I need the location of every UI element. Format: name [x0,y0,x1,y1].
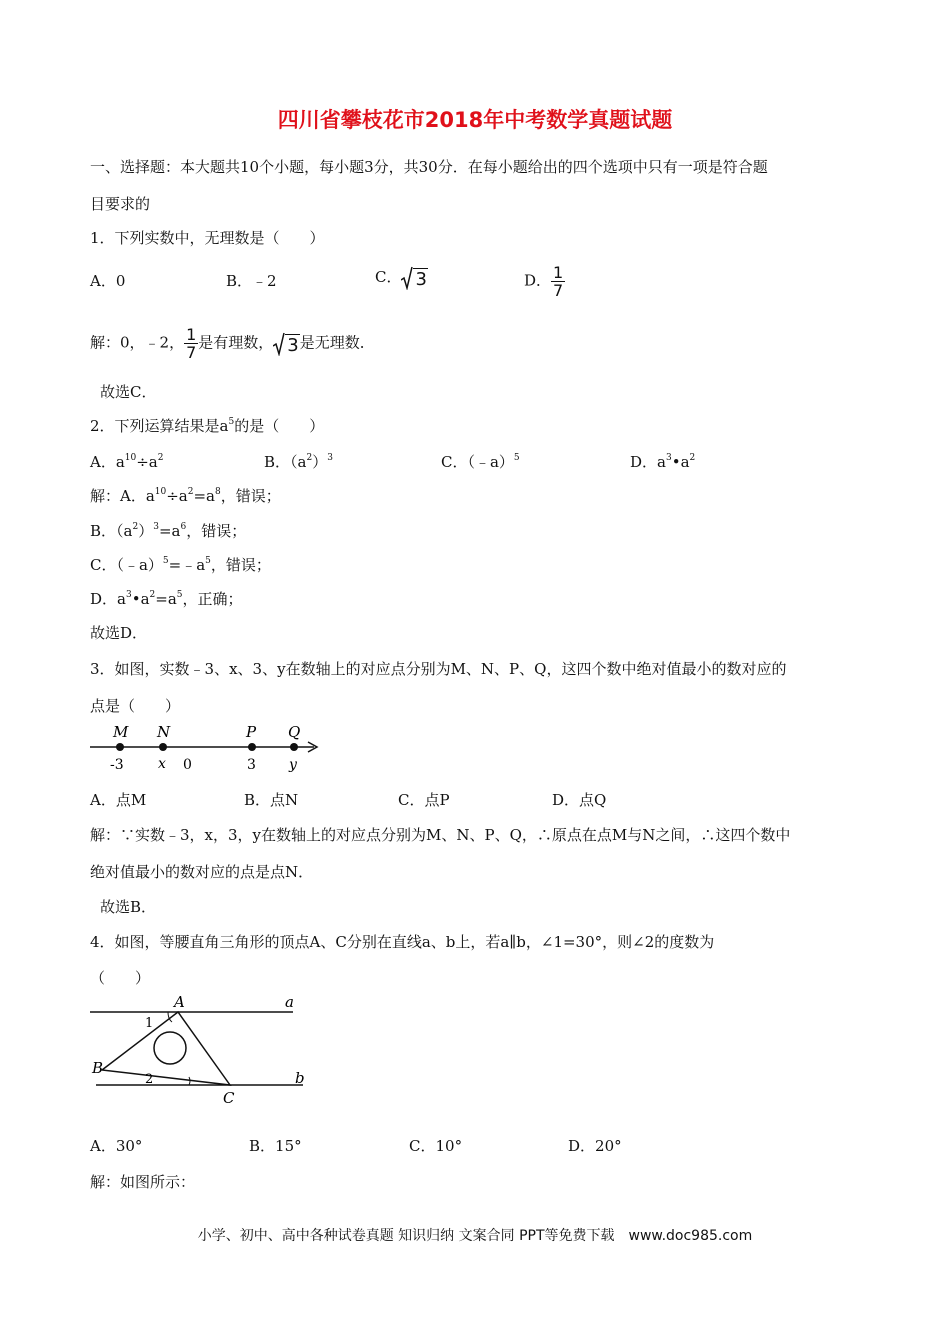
exponent: 2 [187,487,194,497]
exponent: 3 [125,590,132,600]
solution-text: 解：A．a [90,487,155,505]
option-text: B．（a [264,453,307,471]
label-q: Q [288,723,301,741]
option-text: ） [312,453,328,471]
label-angle-1: 1 [145,1016,154,1031]
label-angle-2: 2 [145,1072,154,1087]
q4-solution: 解：如图所示： [90,1173,196,1191]
q4-stem-cont: （ ） [90,969,151,987]
q1-solution-numerator: 1 [186,325,197,344]
q3-answer: 故选B． [100,898,157,916]
q3-option-a: A．点M [90,791,147,809]
q2-option-a [90,452,163,472]
angle-2-arc [189,1077,190,1085]
q3-solution: 解：∵实数﹣3，x，3，y在数轴上的对应点分别为M、N、P、Q，∴原点在点M与N之间，∴这四个数中 [90,826,791,844]
point-n [159,743,167,751]
solution-text: ，错误； [210,556,271,574]
solution-text: ，错误； [220,487,281,505]
exponent: 3 [153,522,159,532]
value-zero: 0 [183,757,192,773]
exponent: 2 [306,453,313,463]
solution-text: D．a [90,590,126,608]
exponent: 2 [132,522,139,532]
value-p: 3 [247,757,256,773]
label-m: M [113,723,129,741]
section-heading-cont: 目要求的 [90,195,151,213]
option-text: ÷a [136,453,158,471]
page-title: 四川省攀枝花市2018年中考数学真题试题 [277,108,673,132]
q2-solution-a [90,486,281,506]
q3-stem-cont: 点是（ ） [90,697,181,715]
q1-solution-text: 是无理数． [299,333,375,352]
point-m [116,743,124,751]
q3-stem: 3．如图，实数﹣3、x、3、y在数轴上的对应点分别为M、N、P、Q，这四个数中绝对值最小的数对应的 [90,660,787,678]
fraction [551,264,565,299]
label-line-b: b [295,1069,305,1087]
section-heading: 一、选择题：本大题共10个小题，每小题3分，共30分．在每小题给出的四个选项中只有一项是符合题 [90,158,768,176]
q1-option-d-label: D． [524,271,552,290]
q2-option-b [264,452,333,472]
point-p [248,743,256,751]
q1-option-a: A．0 [90,272,126,290]
option-text: C．（﹣a） [441,453,514,471]
exponent: 2 [157,453,164,463]
point-q [290,743,298,751]
label-b-vertex: B [92,1059,104,1077]
footer-link[interactable]: 小学、初中、高中各种试卷真题 知识归纳 文案合同 PPT等免费下载 www.doc985.com [197,1228,753,1244]
q3-solution-cont: 绝对值最小的数对应的点是点N． [90,863,314,881]
exponent: 5 [162,556,169,566]
exponent: 2 [689,453,696,463]
exponent: 5 [513,453,520,463]
q4-option-b: B．15° [249,1137,302,1155]
q1-solution [90,326,375,361]
q1-option-c-label: C． [375,268,402,286]
option-text: A．a [90,453,125,471]
label-p: P [246,723,257,741]
q1-solution-radicand: 3 [287,334,299,356]
q1-option-c-radicand: 3 [415,269,427,290]
q1-answer: 故选C． [100,383,157,401]
sqrt-symbol [401,266,427,290]
value-n: x [158,756,166,772]
solution-text: =﹣a [168,556,206,574]
exponent: 10 [154,487,167,497]
q3-option-b: B．点N [244,791,299,809]
q3-option-d: D．点Q [552,791,607,809]
q1-option-b: B．﹣2 [226,272,277,290]
fraction [184,326,198,361]
q2-stem-text: 的是（ ） [234,417,325,435]
value-m: -3 [110,757,124,773]
q1-solution-text: 是有理数， [198,333,274,352]
solution-text: ） [138,522,154,540]
q2-solution-d [90,589,243,609]
q1-stem: 1．下列实数中，无理数是（ ） [90,229,325,247]
number-line-figure [88,720,328,776]
solution-text: ÷a [166,487,188,505]
q2-solution-c [90,555,271,575]
label-line-a: a [285,993,294,1011]
q1-option-d [524,264,565,299]
label-n: N [157,723,171,741]
q2-option-c [441,452,520,472]
q1-option-d-denominator: 7 [553,281,564,300]
q3-option-c: C．点P [398,791,450,809]
value-q: y [289,757,297,773]
exponent: 5 [228,417,235,427]
solution-text: =a [155,590,177,608]
q1-option-d-numerator: 1 [553,263,564,282]
triangle [102,1012,230,1085]
inner-circle [154,1032,186,1064]
solution-text: =a [158,522,181,540]
solution-text: =a [193,487,215,505]
solution-text: ，错误； [186,522,247,540]
sqrt-symbol [273,332,299,356]
q2-answer: 故选D． [90,624,148,642]
q4-option-c: C．10° [409,1137,463,1155]
q2-stem [90,416,324,436]
exponent: 5 [176,590,183,600]
q2-solution-b [90,521,246,541]
triangle-figure [88,992,318,1110]
exponent: 5 [205,556,211,566]
exponent: 10 [124,453,137,463]
q2-option-d [630,452,695,472]
label-c-vertex: C [223,1089,235,1107]
label-a-vertex: A [174,993,185,1011]
q4-option-a: A．30° [90,1137,143,1155]
exponent: 3 [665,453,672,463]
q2-stem-text: 2．下列运算结果是a [90,417,229,435]
q1-solution-denominator: 7 [186,343,197,362]
exponent: 2 [149,590,156,600]
q4-stem: 4．如图，等腰直角三角形的顶点A、C分别在直线a、b上，若a∥b，∠1=30°，则∠2的度数为 [90,933,715,951]
option-text: •a [671,453,690,471]
solution-text: ，正确； [182,590,243,608]
solution-text: C．（﹣a） [90,556,163,574]
solution-text: B．（a [90,522,133,540]
exponent: 8 [215,487,221,497]
exponent: 3 [327,453,333,463]
option-text: D．a [630,453,666,471]
q1-solution-text: 解：0，﹣2， [90,333,185,352]
solution-text: •a [131,590,150,608]
q1-option-c [375,266,428,290]
exponent: 6 [180,522,187,532]
q4-option-d: D．20° [568,1137,622,1155]
